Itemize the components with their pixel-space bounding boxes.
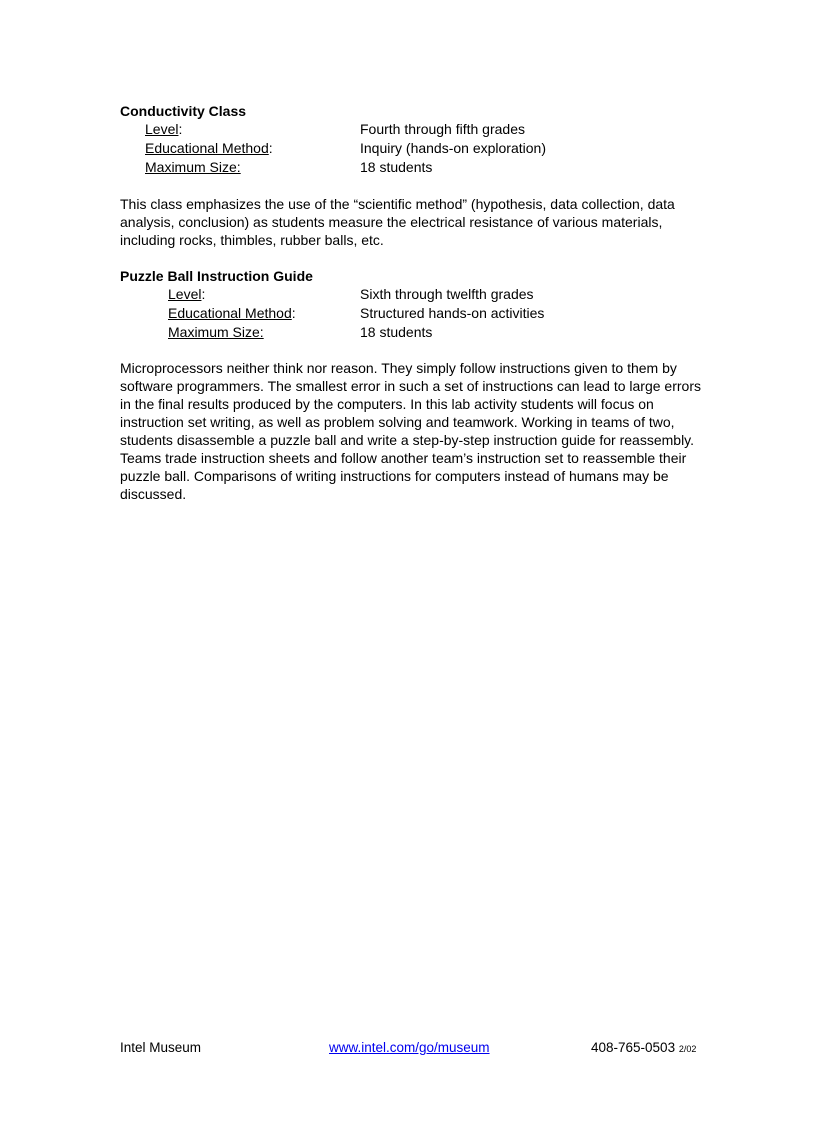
footer-url-link[interactable]: www.intel.com/go/museum: [329, 1040, 490, 1055]
attribute-value: 18 students: [360, 159, 433, 175]
section-description-puzzle-ball: Microprocessors neither think nor reason. They simply follow instructions given to them by software programmers. The smallest error in such a set of instructions can lead to large errors in the final results produced by the computers. In this lab activity students will focus on instruction set writing, as well as problem solving and teamwork. Working in teams of two, students disassemble a puzzle ball and write a step-by-step instruction guide for reassembly. Teams trade instruction sheets and follow another team’s instruction set to reassemble their puzzle ball. Comparisons of writing instructions for computers instead of humans may be discussed.: [120, 360, 701, 502]
footer-org: Intel Museum: [120, 1040, 202, 1055]
attribute-value: 18 students: [360, 324, 433, 340]
attribute-label: Educational Method:: [168, 305, 296, 321]
attribute-row-level: [0, 285, 816, 304]
section-title-conductivity: Conductivity Class: [120, 103, 247, 119]
attribute-value: Structured hands-on activities: [360, 305, 545, 321]
footer-phone: 408-765-0503: [591, 1040, 676, 1055]
attribute-value: Fourth through fifth grades: [360, 121, 525, 137]
attribute-label: Maximum Size:: [145, 159, 241, 175]
attribute-value: Sixth through twelfth grades: [360, 286, 534, 302]
attribute-row-maximum-size: [0, 323, 816, 342]
section-title-puzzle-ball: Puzzle Ball Instruction Guide: [120, 268, 313, 284]
section-description-conductivity: This class emphasizes the use of the “scientific method” (hypothesis, data collection, data analysis, conclusion) as students measure the electrical resistance of various materials, including rocks, thimbles, rubber balls, etc.: [120, 196, 675, 248]
attribute-row-educational-method: [0, 304, 816, 323]
attribute-label: Level:: [145, 121, 183, 137]
attribute-label: Educational Method:: [145, 140, 273, 156]
footer-contact: [591, 1039, 696, 1057]
attribute-value: Inquiry (hands-on exploration): [360, 140, 546, 156]
attribute-label: Maximum Size:: [168, 324, 264, 340]
attribute-row-level: [0, 120, 816, 139]
attribute-label: Level:: [168, 286, 206, 302]
attribute-row-maximum-size: [0, 158, 816, 177]
footer-date-code: 2/02: [678, 1044, 697, 1054]
attribute-row-educational-method: [0, 139, 816, 158]
